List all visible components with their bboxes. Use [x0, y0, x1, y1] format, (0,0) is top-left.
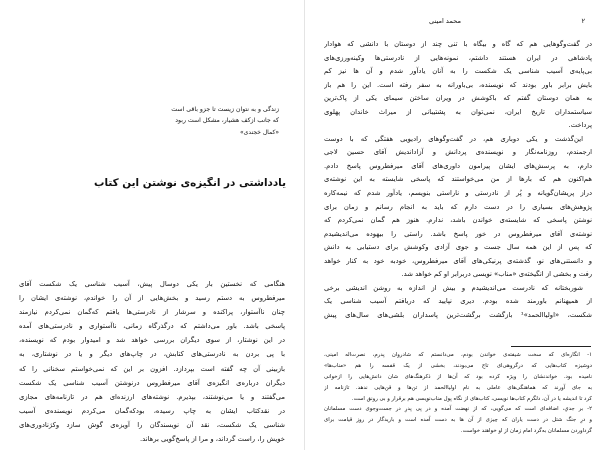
left-page: [0, 0, 304, 450]
text-line: در گفت‌وگوهایی هم که گاه و بیگاه با تنی چند از دوستان با دانشی که هوادار: [324, 40, 592, 48]
epigraph-line: که جانب ازکف هشیار، مشکل است ربود: [175, 117, 279, 124]
right-page: [305, 0, 610, 450]
text-line: این‌گذشت و یکی دوباری هم، در گفت‌وگوهای رادیویی هفتگی که با دوست: [324, 134, 583, 143]
footnote-line: ۱- انگاره‌ای که سخت شیفته‌ی خواندن بودم، می‌دانستم که شادروان پدرم، نصرت‌اله امینی،: [324, 352, 592, 358]
text-line: پاسخی باشد. باور می‌داشتم که درگذرگاه زمانی، ناآستواری و نادرستی‌های آمده: [19, 322, 285, 331]
footnote-line: به جای آورند که هماهنگی‌های عاملی به نام اولیاالحمد از تن‌ها و قن‌هایی ندهد. تازنامه از: [324, 384, 592, 391]
text-line: دیگران درباره‌ی انگیزه‌ی آقای میرفطروس درنوشتن آسیب شناسی یک شکست: [19, 378, 285, 387]
text-line: بی‌پایه‌ی آسیب شناسی یک شکست را به آنان یادآور شدم و آن ها نیز کم: [324, 67, 592, 76]
text-line: دراز پریشان‌گویانه و پُر از نادرستی و ناراستی بنویسم، یادآور شدم که نیمه‌کاره: [324, 189, 592, 198]
text-line: بایش برابر باور بودند که نویسنده، بی‌باورانه به سفر رفته است. این را هم باز: [324, 80, 592, 89]
footnote-line: گرداوردن مسلمانان به‌گرد امام زمان از او خواهند خواست.: [460, 428, 592, 435]
right-body-text: [324, 38, 592, 322]
running-head-title: محمد امینی: [429, 17, 461, 25]
text-line: ارجمندم، روزنامه‌نگار و نویسنده‌ی پردانش و آزاداندیش آقای حسین لاجی: [324, 148, 592, 157]
footnote-line: نامیده بود. خواندنشان را ویژه کرده بود که آن‌ها از ذکرهنگ‌های شان دانش‌هایی را ازخوانی: [324, 373, 592, 380]
footnotes: [324, 350, 592, 437]
text-line: از همیهنانم باورمند شده بودم. دیری نپایید که دریافتم آسیب شناسی یک: [324, 297, 592, 306]
footnote-line: کرد تا اندیشه یا در آن، دلگرم کتاب‌ها نویسی، کتاب‌های از نگاه پول مناب‌نویسی هم برقرار و بی‌ رونق است.: [351, 395, 592, 402]
text-line: رفت و بخشی از انگیخته‌ی «مناب» نویسی دربرابر او کم خواهد شد.: [401, 270, 592, 279]
text-line: سیاستمداران تاریخ ایران، نمی‌توان به پشتیبانی از میراث خاندان پهلوی: [324, 107, 592, 116]
text-line: و دانستنی‌های نو، گذشته‌ی پرنیکی‌های آقای میرفطروس، خودبه خود به کنار خواهد: [324, 256, 592, 265]
left-body-text: [19, 277, 285, 446]
footnote-line: ۲- بر جدیِ، اضافه‌ای است که می‌گویی، که از نهضت آمده و در پی پدرِ در جست‌وجوی دست مسلمانان: [324, 406, 592, 413]
footnote-line: و درِ جنگ شتل در دست یاران که چیزی از آن ها به دست آمده است و باریدگار در روز قیامت برای: [324, 417, 592, 424]
text-line: با پی بردن به نادرستی‌های کتابش، در چاپ‌های دیگر و یا در نوشتاری، به: [19, 350, 285, 359]
text-line: شناسی یک شکست، نقد آن نویسندگان را آویزه‌ی گوش سازد وکژنادوری‌های: [19, 420, 285, 429]
epigraph-attribution: «کمال خجندی»: [240, 129, 279, 136]
text-line: خویش را، راست گرداند، و مرا از پاسخ‌گویی برهاند.: [139, 435, 285, 444]
text-line: دارم، به پرسش‌های ایشان پیرامون داوری‌های آقای میرفطروس پاسخ دادم.: [324, 161, 592, 170]
text-line: نوشته‌ی آقای میرفطروس در خور پاسخ باشد. راستی را بیهوده می‌اندیشیدم: [324, 229, 592, 238]
text-line: پادشاهی در ایران هستند داشتم، نمونه‌هایی از نادرستی‌ها وکینه‌ورزی‌های: [324, 53, 592, 62]
text-line: می‌گفتند و یا می‌نوشتند، بپذیرم. نوشته‌های ارزنده‌ای هم در تازنامه‌های مجازی: [19, 392, 285, 401]
text-line: شوربختانه که نادرست می‌اندیشیدم و بیش از اندازه به روشن اندیشی برخی: [324, 283, 583, 292]
epigraph-line: زندگی و به نتوان زیست تا جزو باقی است: [171, 106, 279, 113]
text-line: شکست، «اولیاالحمد»¹ بازگشت برگشت‌ترین پاسداران بلشی‌های سال‌های پیش: [324, 310, 592, 319]
text-line: به همان دوستان گفتم که باکوشش در ویران ساختن سیمای یکی از پاک‌ترین: [324, 94, 592, 103]
epigraph: [104, 104, 279, 138]
text-line: نوشتن پاسخی که شایسته‌ی خواندن باشد، ندارم. هنوز هم گمان نمی‌کردم که: [324, 216, 592, 225]
running-head: [305, 17, 585, 29]
text-line: میرفطروس به دستم رسید و بخش‌هایی از آن را خواندم، نوشته‌ی ایشان را: [19, 294, 285, 303]
footnote-separator: [511, 346, 591, 347]
footnote-line: دوشیزه کتاب‌هایی که درگروهی‌ای تاج می‌بودند، بخشی از یک قفسه را هم «مناب‌ها»: [324, 362, 592, 369]
text-line: هم‌اکنون هم که بارها از من می‌خواستند که پاسخی شایسته به این نوشته‌ی: [324, 175, 592, 184]
text-line: در نقدکتاب ایشان به چاپ رسیده، بودکه‌گمان می‌کردم نویسنده‌ی آسیب: [19, 406, 285, 415]
text-line: پژوهش‌های بسیاری را در دست دارم که باید به انجام رسانم و زمان برای: [324, 202, 592, 211]
text-line: چنان ناآستوار، پراکنده و سرشار از نادرستی‌ها یافتم که‌گمان نمی‌کردم نیازمند: [19, 308, 285, 317]
text-line: هنگامی که نخستین بار یکی دوسال پیش، آسیب شناسی یک شکست آقای: [19, 280, 285, 288]
text-line: که پس از این همه سال جست و جوی آزادی وکوشش برای دستیابی به دانش: [324, 243, 592, 252]
text-line: در این نوشتار، از سوی دیگران بررسی خواهد شد و امیدوار بودم که نویسنده،: [19, 336, 285, 345]
chapter-title: یادداشتی در انگیزه‌ی نوشتن این کتاب: [94, 177, 286, 189]
text-line: پرداخت.: [568, 121, 592, 130]
page-number: ۲: [581, 17, 585, 25]
text-line: بازبینی آن چه‌ گفته است بپردازد. افزون بر این که نمی‌خواستم سخنانی را که: [19, 364, 285, 373]
